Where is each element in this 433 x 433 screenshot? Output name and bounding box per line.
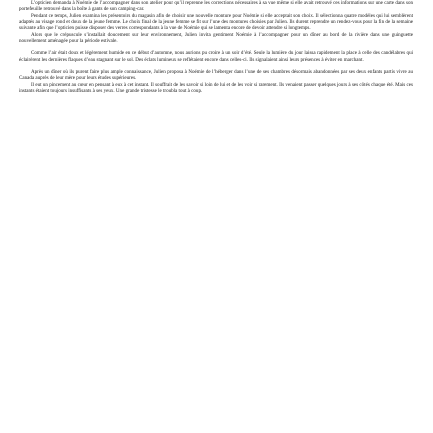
paragraph: Après un dîner où ils purent faire plus ample connaissance, Julien proposa à Noémie de l’héberger dans l’une de ses chambres désormais abandonnées par ses deux enfants partis vivre au Canada auprès de leur mère pour leurs études supérieures. (19, 69, 413, 82)
paragraph: Alors que le crépuscule s’installait doucement sur leur environnement, Julien invita gentiment Noémie à l’accompagner pour un dîner au bord de la rivière dans une guinguette nouvellement aménagée pour la période estivale. (19, 31, 413, 45)
paragraph: Comme l’air était doux et légèrement humide en ce début d’automne, nous aurions pu croire à un soir d’été. Seule la lumière du jour laissa rapidement la place à celle des candélabres qui éclairèrent les dernières flaques d’eau stagnant sur le sol. Des éclats lumineux se reflétaient encore dans celles-ci. Ils signalaient ainsi leurs présences à éviter en marchant. (19, 50, 413, 63)
paragraph: L’opticien demanda à Noémie de l’accompagner dans son atelier pour qu’il reprenne les corrections nécessaires à sa vue même si elle avait retrouvé ces informations sur une carte dans son portefeuille retrouvé dans la boîte à gants de son camping-car. (19, 0, 413, 13)
text-column (19, 0, 413, 94)
paragraph: Pendant ce temps, Julien examina les présentoirs du magasin afin de choisir une nouvelle monture pour Noémie si elle acceptait son choix. Il sélectionna quatre modèles qui lui semblèrent adaptés au visage rond et doux de la jeune femme. Le choix final de la jeune femme se fit sur l’une des montures choisies par Julien. Ils durent reprendre un rendez-vous pour la fin de la semaine suivante afin que l’opticien puisse disposer des verres correspondants à la vue de Noémie qui se lamenta encore de devoir attendre si longtemps. (19, 12, 413, 32)
paragraph: Il eut un pincement au cœur en pensant à eux à cet instant. Il souffrait de les savoir si loin de lui et de les voir si rarement. Ils venaient passer quelques jours à ses côtés chaque été. Mais ces instants étaient toujours insuffisants à ses yeux. Une grande tristesse le troubla tout à coup. (19, 81, 413, 95)
